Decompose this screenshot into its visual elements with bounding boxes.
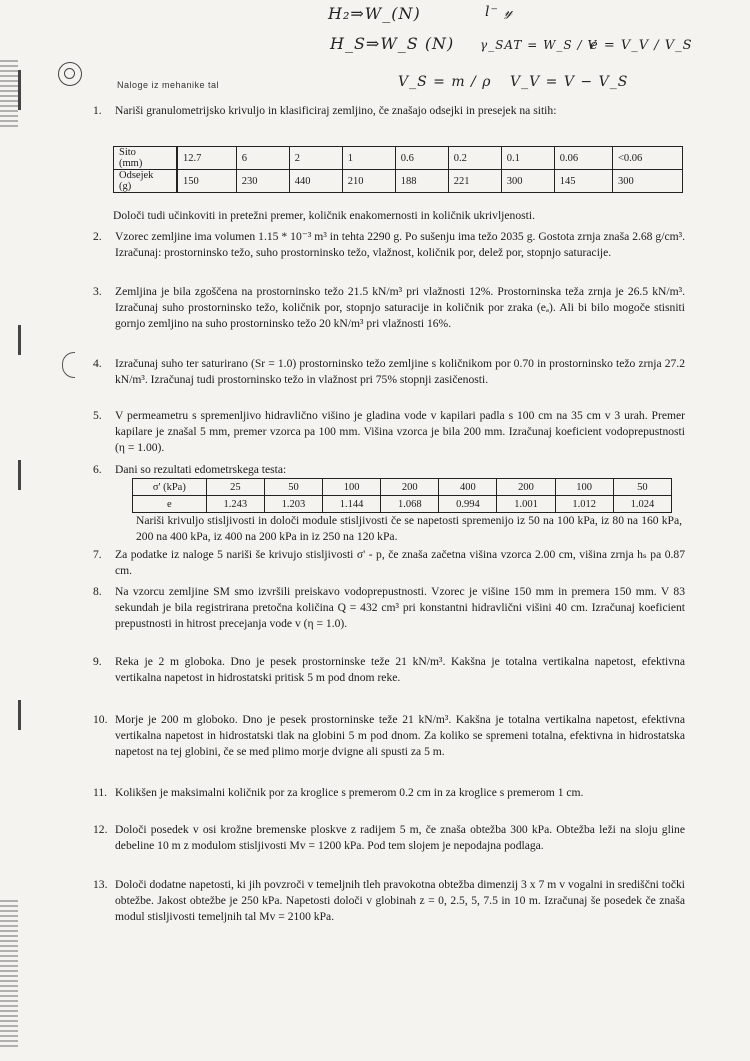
task-text: Reka je 2 m globoka. Dno je pesek prostorninske teže 21 kN/m³. Kakšna je totalna vertikalna napetost, efektivna vertikalna napetost in hidrostatski pritisk 5 m pod dnom reke. [115, 655, 685, 685]
task-number: 6. [93, 463, 102, 476]
task-4 [93, 356, 685, 388]
table-cell: 440 [289, 170, 342, 193]
label-line: Sito [119, 147, 136, 158]
handwritten-note: V_V = V − V_S [510, 74, 629, 90]
handwritten-note: l⁻ 𝓎 [485, 4, 514, 20]
handwritten-note: V_S = m / ρ [398, 74, 492, 90]
table-cell: 25 [206, 479, 264, 496]
task-text: Določi tudi učinkoviti in pretežni premer, količnik enakomernosti in količnik ukrivljenosti. [113, 209, 535, 222]
table-cell: 1.012 [555, 496, 613, 513]
table-cell: 300 [613, 170, 683, 193]
table-cell: 0.994 [439, 496, 497, 513]
table-cell: 1.243 [206, 496, 264, 513]
label-line: Odsejek [119, 170, 154, 181]
table-cell: 1.001 [497, 496, 555, 513]
label-line: (g) [119, 181, 132, 192]
table-cell: 200 [381, 479, 439, 496]
task-5 [93, 408, 685, 457]
task-text: Morje je 200 m globoko. Dno je pesek prostorninske teže 21 kN/m³. Kakšna je totalna vertikalna napetost, efektivna vertikalna napetost in hidrostatski tlak na globini 5 m pod dnom. Za koliko se spremeni totalna, efektivna in hidrostatska napetost na tej globini, če se med plimo morje dvigne ali spusti za 5 m. [115, 713, 685, 759]
table-row-label [114, 147, 178, 170]
table-cell: 1.144 [323, 496, 381, 513]
table-cell: 1.068 [381, 496, 439, 513]
table-cell: 100 [555, 479, 613, 496]
table-cell: 400 [439, 479, 497, 496]
task-9 [93, 654, 685, 686]
task-text: Na vzorcu zemljine SM smo izvršili preiskavo vodoprepustnosti. Vzorec je višine 150 mm in premera 150 mm. V 83 sekundah je bila registrirana pretočna količina Q = 432 cm³ pri konstantni hidravlični višini 40 cm. Izračunaj koeficient prepustnosti in hitrost precejanja vode v (η = 1.0). [115, 585, 685, 631]
table-cell: 2 [289, 147, 342, 170]
task-3 [93, 284, 685, 333]
task-1 [93, 103, 685, 119]
task-number: 7. [93, 548, 102, 561]
margin-mark [18, 70, 21, 110]
table-cell: 0.06 [554, 147, 612, 170]
task-number: 3. [93, 285, 102, 298]
task-13 [93, 877, 685, 926]
table-cell: 200 [497, 479, 555, 496]
task-7 [93, 547, 685, 579]
table-cell: 1.203 [264, 496, 322, 513]
table-row [114, 170, 683, 193]
margin-mark [18, 325, 21, 355]
task-text: Dani so rezultati edometrskega testa: [115, 463, 287, 476]
margin-mark [18, 460, 21, 490]
table-cell: 188 [395, 170, 448, 193]
task-number: 12. [93, 823, 108, 836]
table-cell: 50 [264, 479, 322, 496]
table-row-label: σ' (kPa) [133, 479, 207, 496]
task-text: V permeametru s spremenljivo hidravlično višino je gladina vode v kapilari padla s 100 cm na 35 cm v 3 urah. Premer kapilare je znašal 5 mm, premer vzorca pa 100 mm. Višina vzorca je bila 200 mm. Izračunaj koeficient vodoprepustnosti (η = 1.00). [115, 409, 685, 455]
table-cell: 230 [236, 170, 289, 193]
table-cell: <0.06 [613, 147, 683, 170]
document-header: Naloge iz mehanike tal [117, 80, 220, 90]
table-cell: 0.2 [448, 147, 501, 170]
table-row-label: e [133, 496, 207, 513]
task-2 [93, 229, 685, 261]
task-text: Vzorec zemljine ima volumen 1.15 * 10⁻³ m³ in tehta 2290 g. Po sušenju ima težo 2035 g. Gostota zrnja znaša 2.68 g/cm³. Izračunaj: prostorninsko težo, suho prostorninsko težo, vlažnost, količnik por, delež por, stopnjo saturacije. [115, 230, 685, 260]
task-number: 9. [93, 655, 102, 668]
task-text: Določi posedek v osi krožne bremenske ploskve z radijem 5 m, če znaša obtežba 300 kPa. Obtežba leži na sloju gline debeline 10 m z modulom stisljivosti Mv = 1200 kPa. Pod tem slojem je nepodajna podlaga. [115, 823, 685, 853]
task-8 [93, 584, 685, 633]
task-number: 11. [93, 786, 108, 799]
table-cell: 1 [342, 147, 395, 170]
table-row-label [114, 170, 178, 193]
oedometer-table [132, 478, 672, 513]
task-number: 10. [93, 713, 108, 726]
task-text: Nariši granulometrijsko krivuljo in klasificiraj zemljino, če znašajo odsejki in presejek na sitih: [115, 104, 557, 117]
sieve-table [113, 146, 683, 193]
task-number: 5. [93, 409, 102, 422]
table-row [133, 479, 672, 496]
task-1-continued [113, 208, 683, 224]
task-number: 2. [93, 230, 102, 243]
margin-mark [18, 700, 21, 730]
table-cell: 221 [448, 170, 501, 193]
task-number: 1. [93, 104, 102, 117]
binding-edge-mark [0, 60, 18, 130]
task-text: Kolikšen je maksimalni količnik por za kroglice s premerom 0.2 cm in za kroglice s premerom 1 cm. [115, 786, 584, 799]
task-text: Nariši krivuljo stisljivosti in določi module stisljivosti če se napetosti spremenijo iz 50 na 100 kPa, iz 80 na 160 kPa, 200 na 400 kPa, iz 400 na 200 kPa in iz 250 na 120 kPa. [136, 514, 682, 544]
table-cell: 50 [613, 479, 671, 496]
task-text: Izračunaj suho ter saturirano (Sr = 1.0) prostorninsko težo zemljine s količnikom por 0.70 in prostorninsko težo zrnja 27.2 kN/m³. Izračunaj tudi prostorninsko težo in vlažnost pri 75% stopnji zasičenosti. [115, 357, 685, 387]
table-cell: 1.024 [613, 496, 671, 513]
task-text: Določi dodatne napetosti, ki jih povzroči v temeljnih tleh pravokotna obtežba dimenzij 3 x 7 m v vogalni in središčni točki obtežbe. Jakost obtežbe je 250 kPa. Napetosti določi v globinah z = 0, 2.5, 5, 7.5 in 10 m. Izračunaj še posedek če znaša modul stisljivosti temeljnih tal Mv = 2100 kPa. [115, 878, 685, 924]
task-text: Za podatke iz naloge 5 nariši še krivujo stisljivosti σ' - p, če znaša začetna višina vzorca 2.00 cm, višina zrnja hₛ pa 0.87 cm. [115, 548, 685, 578]
punch-hole-icon [58, 62, 82, 86]
handwritten-note: H_S⇒W_S (N) [330, 34, 455, 53]
table-row [133, 496, 672, 513]
table-cell: 0.1 [501, 147, 554, 170]
table-cell: 0.6 [395, 147, 448, 170]
task-number: 4. [93, 357, 102, 370]
binding-edge-mark [0, 900, 18, 1050]
task-10 [93, 712, 685, 761]
task-number: 13. [93, 878, 108, 891]
task-text: Zemljina je bila zgoščena na prostorninsko težo 21.5 kN/m³ pri vlažnosti 12%. Prostorninska teža zrnja je 26.5 kN/m³. Izračunaj suho prostorninsko težo, količnik por, stopnjo saturacije in količnik por zraka (eₐ). Ali bi bilo mogoče stisniti gornjo zemljino na suho prostorninsko težo 20 kN/m³ pri vlažnosti 16%. [115, 285, 685, 331]
table-cell: 12.7 [177, 147, 236, 170]
handwritten-note: e = V_V / V_S [590, 38, 693, 53]
table-cell: 6 [236, 147, 289, 170]
task-11 [93, 785, 685, 801]
label-line: (mm) [119, 158, 143, 169]
handwritten-note: H₂⇒W_(N) [328, 4, 421, 23]
table-row [114, 147, 683, 170]
table-cell: 145 [554, 170, 612, 193]
table-cell: 100 [323, 479, 381, 496]
handwritten-note: γ_SAT = W_S / V [480, 38, 597, 52]
task-6-continued [136, 513, 682, 545]
punch-hole-icon [62, 352, 75, 378]
task-number: 8. [93, 585, 102, 598]
table-cell: 210 [342, 170, 395, 193]
table-cell: 300 [501, 170, 554, 193]
task-12 [93, 822, 685, 854]
task-6 [93, 462, 685, 478]
table-cell: 150 [177, 170, 236, 193]
